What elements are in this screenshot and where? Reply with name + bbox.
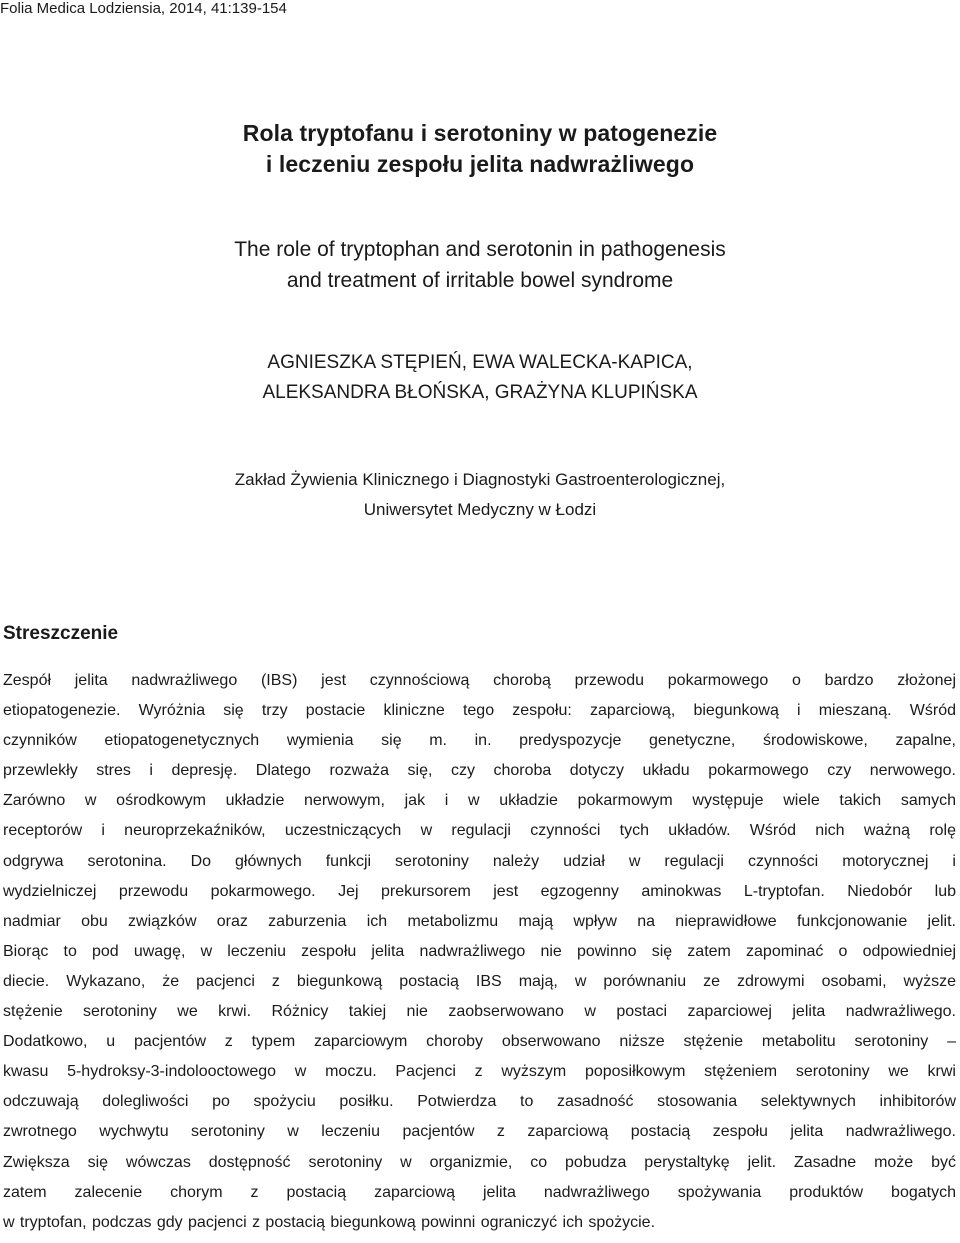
author-line: AGNIESZKA STĘPIEŃ, EWA WALECKA-KAPICA, <box>267 352 693 373</box>
abstract-line: receptorów i neuroprzekaźników, uczestniczących w regulacji czynności tych układów. Wśród nich ważną rolę <box>3 822 956 840</box>
abstract-line: Zwiększa się wówczas dostępność serotoniny w organizmie, co pobudza perystaltykę jelit. Zasadne może być <box>3 1153 956 1171</box>
abstract-line: Dodatkowo, u pacjentów z typem zaparciowym choroby obserwowano niższe stężenie metabolitu serotoniny – <box>3 1033 956 1051</box>
abstract-line: przewlekły stres i depresję. Dlatego rozważa się, czy choroba dotyczy układu pokarmowego czy nerwowego. <box>3 762 956 780</box>
abstract-line: stężenie serotoniny we krwi. Różnicy takiej nie zaobserwowano w postaci zaparciowej jelita nadwrażliwego. <box>3 1003 956 1021</box>
abstract-line: odgrywa serotonina. Do głównych funkcji serotoniny należy udział w regulacji czynności motorycznej i <box>3 852 956 870</box>
abstract-line: w tryptofan, podczas gdy pacjenci z postacią biegunkową powinni ograniczyć ich spożycie. <box>3 1213 656 1231</box>
abstract-line: Zarówno w ośrodkowym układzie nerwowym, jak i w układzie pokarmowym występuje wiele takich samych <box>3 792 956 810</box>
abstract-line: Zespół jelita nadwrażliwego (IBS) jest czynnościową chorobą przewodu pokarmowego o bardzo złożonej <box>3 672 956 689</box>
journal-citation: Folia Medica Lodziensia, 2014, 41:139-154 <box>0 0 287 17</box>
abstract-line: kwasu 5-hydroksy-3-indolooctowego w moczu. Pacjenci z wyższym poposiłkowym stężeniem serotoniny we krwi <box>3 1063 956 1081</box>
affiliation-line: Zakład Żywienia Klinicznego i Diagnostyki Gastroenterologicznej, <box>234 470 726 489</box>
abstract-line: odczuwają dolegliwości po spożyciu posiłku. Potwierdza to zasadność stosowania selektywnych inhibitorów <box>3 1093 956 1111</box>
title-line: Rola tryptofanu i serotoniny w patogenezie <box>242 120 718 146</box>
affiliation <box>0 465 960 525</box>
article-title-polish <box>0 118 960 180</box>
title-line: i leczeniu zespołu jelita nadwrażliwego <box>265 151 695 177</box>
abstract-line: czynników etiopatogenetycznych wymienia się m. in. predyspozycje genetyczne, środowiskowe, zapalne, <box>3 732 956 750</box>
abstract-line: etiopatogenezie. Wyróżnia się trzy postacie kliniczne tego zespołu: zaparciową, biegunkową i mieszaną. Wśród <box>3 702 956 720</box>
title-line: and treatment of irritable bowel syndrome <box>286 269 674 292</box>
abstract-body <box>3 666 956 1238</box>
abstract-line: wydzielniczej przewodu pokarmowego. Jej prekursorem jest egzogenny aminokwas L-tryptofan. Niedobór lub <box>3 882 956 900</box>
abstract-line: zwrotnego wychwytu serotoniny w leczeniu pacjentów z zaparciową postacią zespołu jelita nadwrażliwego. <box>3 1123 956 1141</box>
article-title-english <box>0 234 960 296</box>
abstract-line: nadmiar obu związków oraz zaburzenia ich metabolizmu mają wpływ na nieprawidłowe funkcjonowanie jelit. <box>3 912 956 930</box>
author-line: ALEKSANDRA BŁOŃSKA, GRAŻYNA KLUPIŃSKA <box>262 382 698 403</box>
affiliation-line: Uniwersytet Medyczny w Łodzi <box>363 500 597 519</box>
abstract-heading: Streszczenie <box>3 623 119 644</box>
abstract-line: Biorąc to pod uwagę, w leczeniu zespołu jelita nadwrażliwego nie powinno się zatem zapominać o odpowiedniej <box>3 942 956 960</box>
abstract-line: diecie. Wykazano, że pacjenci z biegunkową postacią IBS mają, w porównaniu ze zdrowymi osobami, wyższe <box>3 972 956 990</box>
abstract-line: zatem zalecenie chorym z postacią zaparciową jelita nadwrażliwego spożywania produktów bogatych <box>3 1183 956 1201</box>
title-line: The role of tryptophan and serotonin in pathogenesis <box>234 238 726 261</box>
author-list <box>0 348 960 408</box>
